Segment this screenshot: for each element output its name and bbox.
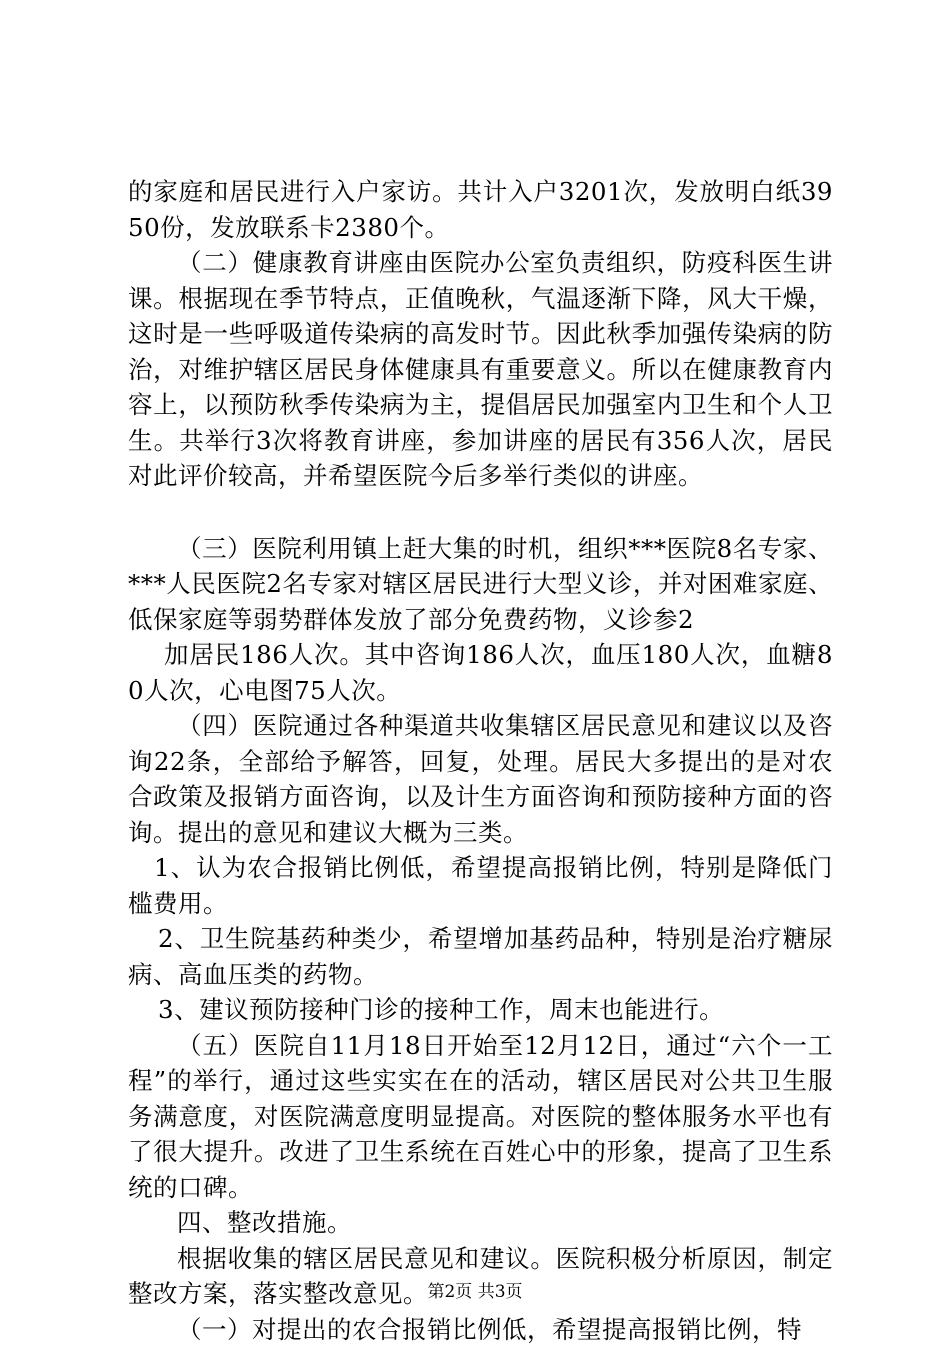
list-item-drugs: 2、卫生院基药种类少，希望增加基药品种，特别是治疗糖尿病、高血压类的药物。 bbox=[128, 921, 833, 992]
paragraph-home-visits: 的家庭和居民进行入户家访。共计入户3201次，发放明白纸3950份，发放联系卡2380个。 bbox=[128, 174, 833, 245]
paragraph-rectification-intro: 根据收集的辖区居民意见和建议。医院积极分析原因，制定整改方案，落实整改意见。 bbox=[128, 1241, 833, 1312]
paragraph-free-clinic: （三）医院利用镇上赶大集的时机，组织***医院8名专家、***人民医院2名专家对辖区居民进行大型义诊，并对困难家庭、低保家庭等弱势群体发放了部分免费药物，义诊参2 bbox=[128, 531, 833, 638]
paragraph-rectification-first: （一）对提出的农合报销比例低，希望提高报销比例，特 bbox=[128, 1312, 833, 1347]
paragraph-satisfaction: （五）医院自11月18日开始至12月12日，通过“六个一工程”的举行，通过这些实实在在的活动，辖区居民对公共卫生服务满意度，对医院满意度明显提高。对医院的整体服务水平也有了很大提升。改进了卫生系统在百姓心中的形象，提高了卫生系统的口碑。 bbox=[128, 1028, 833, 1206]
list-item-vaccination: 3、建议预防接种门诊的接种工作，周末也能进行。 bbox=[128, 992, 833, 1028]
paragraph-feedback: （四）医院通过各种渠道共收集辖区居民意见和建议以及咨询22条，全部给予解答，回复，处理。居民大多提出的是对农合政策及报销方面咨询，以及计生方面咨询和预防接种方面的咨询。提出的意见和建议大概为三类。 bbox=[128, 708, 833, 850]
paragraph-clinic-stats: 加居民186人次。其中咨询186人次，血压180人次，血糖80人次，心电图75人次。 bbox=[128, 637, 833, 708]
page-footer: 第2页 共3页 bbox=[0, 1282, 950, 1302]
paragraph-health-lectures: （二）健康教育讲座由医院办公室负责组织，防疫科医生讲课。根据现在季节特点，正值晚秋，气温逐渐下降，风大干燥，这时是一些呼吸道传染病的高发时节。因此秋季加强传染病的防治，对维护辖区居民身体健康具有重要意义。所以在健康教育内容上，以预防秋季传染病为主，提倡居民加强室内卫生和个人卫生。共举行3次将教育讲座，参加讲座的居民有356人次，居民对此评价较高，并希望医院今后多举行类似的讲座。 bbox=[128, 245, 833, 494]
section-heading-rectification: 四、整改措施。 bbox=[128, 1205, 833, 1241]
list-item-reimbursement: 1、认为农合报销比例低，希望提高报销比例，特别是降低门槛费用。 bbox=[128, 850, 833, 921]
document-body bbox=[128, 174, 833, 1347]
